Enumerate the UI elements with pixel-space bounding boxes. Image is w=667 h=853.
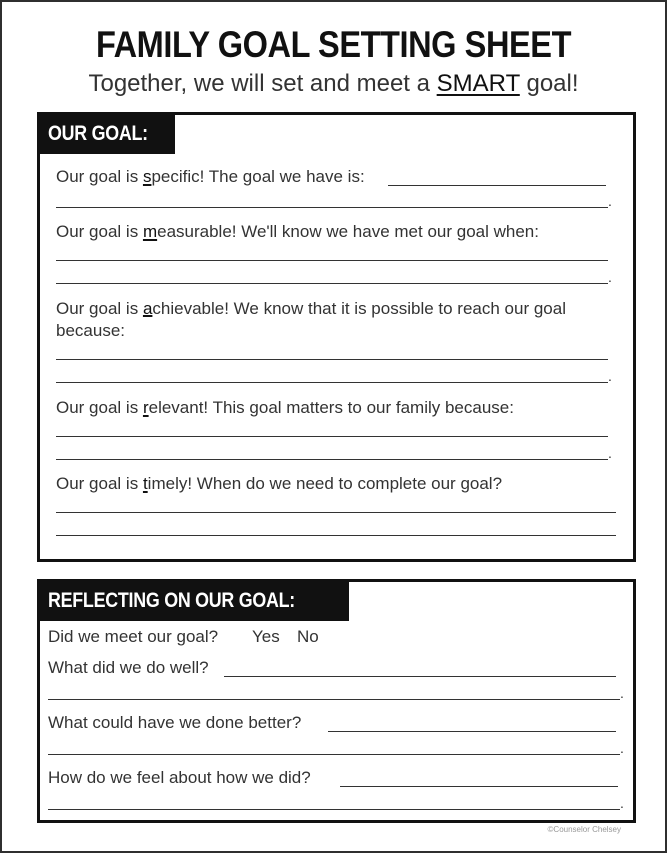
timely-answer-line-1[interactable]: [56, 512, 616, 513]
did-well-answer-line-1[interactable]: [224, 676, 616, 677]
timely-prompt: Our goal is timely! When do we need to complete our goal?: [56, 474, 503, 493]
relevant-answer-line-1[interactable]: [56, 436, 608, 437]
subtitle-smart-word: SMART: [436, 70, 520, 97]
measurable-answer-line-1[interactable]: [56, 260, 608, 261]
did-well-period: .: [620, 685, 624, 701]
relevant-answer-line-2[interactable]: [56, 459, 608, 460]
no-option[interactable]: No: [297, 627, 319, 646]
copyright-text: ©Counselor Chelsey: [547, 825, 621, 834]
specific-prompt: Our goal is specific! The goal we have is:: [56, 167, 365, 186]
specific-period: .: [608, 193, 612, 209]
achievable-prompt: Our goal is achievable! We know that it is possible to reach our goal because:: [56, 299, 566, 340]
achievable-period: .: [608, 368, 612, 384]
measurable-answer-line-2[interactable]: [56, 283, 608, 284]
our-goal-box: [37, 112, 636, 562]
done-better-period: .: [620, 740, 624, 756]
feel-answer-line-1[interactable]: [340, 786, 618, 787]
met-goal-question: Did we meet our goal?: [48, 627, 219, 646]
achievable-answer-line-2[interactable]: [56, 382, 608, 383]
done-better-answer-line-1[interactable]: [328, 731, 616, 732]
specific-answer-line-1[interactable]: [388, 185, 606, 186]
relevant-prompt: Our goal is relevant! This goal matters to our family because:: [56, 398, 514, 417]
done-better-answer-line-2[interactable]: [48, 754, 620, 755]
relevant-period: .: [608, 445, 612, 461]
subtitle-text-start: Together, we will set and meet a: [88, 70, 437, 97]
achievable-answer-line-1[interactable]: [56, 359, 608, 360]
page-title: FAMILY GOAL SETTING SHEET: [95, 24, 572, 65]
feel-period: .: [620, 795, 624, 811]
did-well-question: What did we do well?: [48, 658, 209, 677]
specific-answer-line-2[interactable]: [56, 207, 608, 208]
done-better-question: What could have we done better?: [48, 713, 302, 732]
feel-question: How do we feel about how we did?: [48, 768, 311, 787]
measurable-prompt: Our goal is measurable! We'll know we have met our goal when:: [56, 222, 539, 241]
our-goal-tag: OUR GOAL:: [40, 115, 175, 154]
yes-option[interactable]: Yes: [252, 627, 280, 646]
reflecting-box: [37, 579, 636, 823]
did-well-answer-line-2[interactable]: [48, 699, 620, 700]
page-subtitle: [2, 70, 665, 98]
feel-answer-line-2[interactable]: [48, 809, 620, 810]
timely-answer-line-2[interactable]: [56, 535, 616, 536]
reflecting-tag: REFLECTING ON OUR GOAL:: [40, 582, 349, 621]
measurable-period: .: [608, 269, 612, 285]
subtitle-text-end: goal!: [519, 70, 579, 97]
